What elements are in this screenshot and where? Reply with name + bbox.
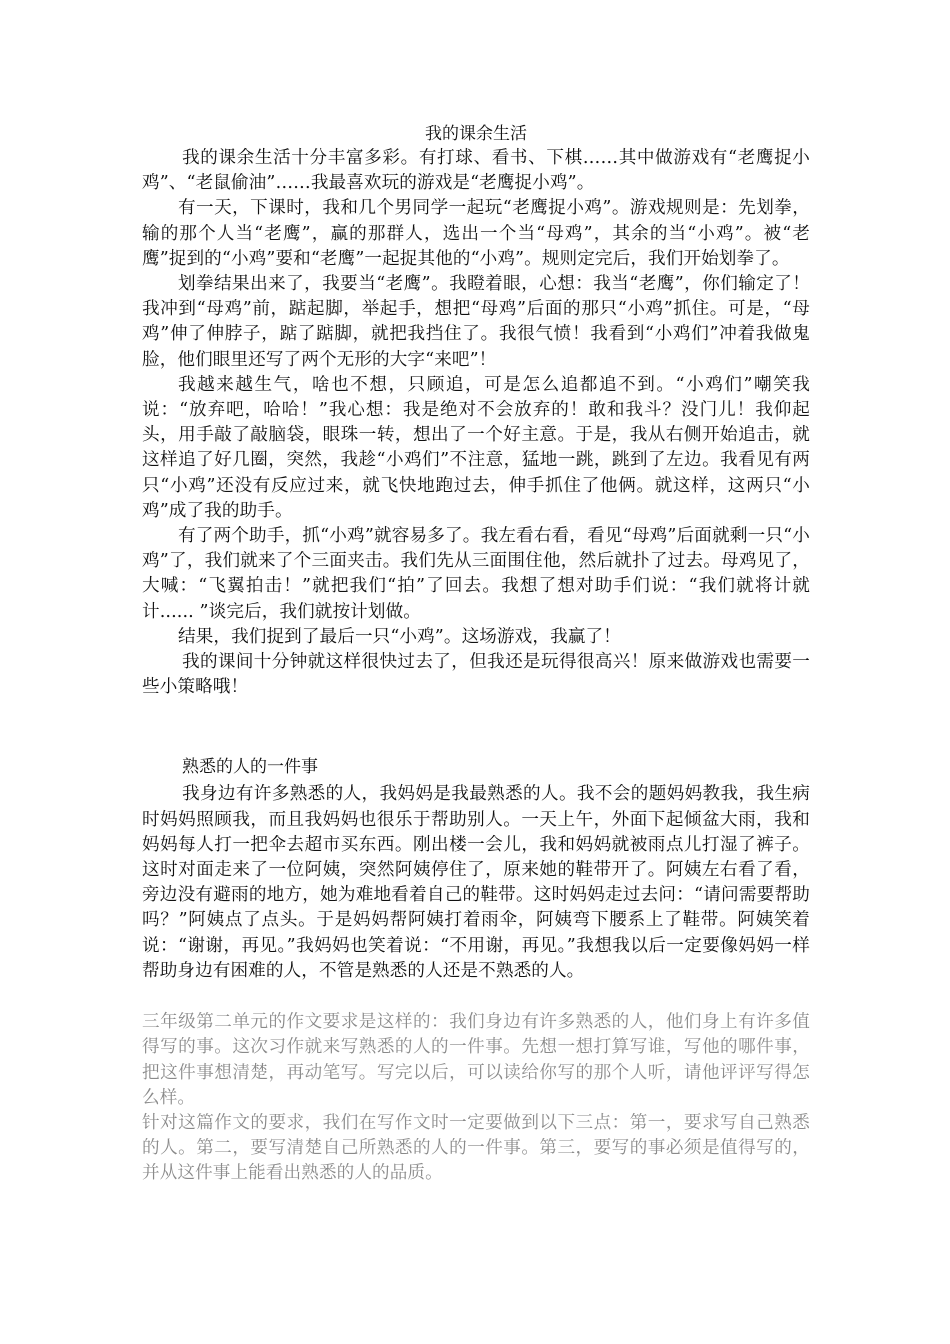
essay1-paragraph-6: 结果，我们捉到了最后一只“小鸡”。这场游戏，我赢了！ xyxy=(178,626,621,647)
section-spacer xyxy=(142,700,810,755)
essay1-paragraph-3: 划拳结果出来了，我要当“老鹰”。我瞪着眼，心想：我当“老鹰”，你们输定了！我冲到“母鸡”前，踮起脚，举起手，想把“母鸡”后面的那只“小鸡”抓住。可是，“母鸡”伸了伸脖子，踮了踮脚，就把我挡住了。我很气愤！我看到“小鸡们”冲着我做鬼脸，他们眼里还写了两个无形的大字“来吧”！ xyxy=(142,274,810,370)
document-page xyxy=(142,122,810,1187)
essay2-paragraph: 我身边有许多熟悉的人，我妈妈是我最熟悉的人。我不会的题妈妈教我，我生病时妈妈照顾我，而且我妈妈也很乐于帮助别人。一天上午，外面下起倾盆大雨，我和妈妈每人打一把伞去超市买东西。刚出楼一会儿，我和妈妈就被雨点儿打湿了裤子。这时对面走来了一位阿姨，突然阿姨停住了，原来她的鞋带开了。阿姨左右看了看，旁边没有避雨的地方，她为难地看着自己的鞋带。这时妈妈走过去问：“请问需要帮助吗？”阿姨点了点头。于是妈妈帮阿姨打着雨伞，阿姨弯下腰系上了鞋带。阿姨笑着说：“谢谢，再见。”我妈妈也笑着说：“不用谢，再见。”我想我以后一定要像妈妈一样帮助身边有困难的人，不管是熟悉的人还是不熟悉的人。 xyxy=(142,784,810,981)
section-spacer xyxy=(142,984,810,1010)
essay1-title: 我的课余生活 xyxy=(425,124,527,144)
essay2-title: 熟悉的人的一件事 xyxy=(182,757,318,778)
notes-guidance: 针对这篇作文的要求，我们在写作文时一定要做到以下三点：第一，要求写自己熟悉的人。第二，要写清楚自己所熟悉的人的一件事。第三，要写的事必须是值得写的，并从这件事上能看出熟悉的人的品质。 xyxy=(142,1112,810,1184)
essay1-paragraph-1: 我的课余生活十分丰富多彩。有打球、看书、下棋……其中做游戏有“老鹰捉小鸡”、“老鼠偷油”……我最喜欢玩的游戏是“老鹰捉小鸡”。 xyxy=(142,148,810,194)
essay1-paragraph-2: 有一天，下课时，我和几个男同学一起玩“老鹰捉小鸡”。游戏规则是：先划拳，输的那个人当“老鹰”，赢的那群人，选出一个当“母鸡”，其余的当“小鸡”。被“老鹰”捉到的“小鸡”要和“老鹰”一起捉其他的“小鸡”。规则定完后，我们开始划拳了。 xyxy=(142,198,810,269)
essay1-paragraph-4: 我越来越生气，啥也不想，只顾追，可是怎么追都追不到。“小鸡们”嘲笑我说：“放弃吧，哈哈！”我心想：我是绝对不会放弃的！敢和我斗？没门儿！我仰起头，用手敲了敲脑袋，眼珠一转，想出了一个好主意。于是，我从右侧开始追击，就这样追了好几圈，突然，我趁“小鸡们”不注意，猛地一跳，跳到了左边。我看见有两只“小鸡”还没有反应过来，就飞快地跑过去，伸手抓住了他俩。就这样，这两只“小鸡”成了我的助手。 xyxy=(142,374,810,521)
essay1-paragraph-7: 我的课间十分钟就这样很快过去了，但我还是玩得很高兴！原来做游戏也需要一些小策略哦！ xyxy=(142,652,810,698)
essay1-paragraph-5: 有了两个助手，抓“小鸡”就容易多了。我左看右看，看见“母鸡”后面就剩一只“小鸡”了，我们就来了个三面夹击。我们先从三面围住他，然后就扑了过去。母鸡见了，大喊：“飞翼拍击！”就把我们“拍”了回去。我想了想对助手们说：“我们就将计就计...... ”谈完后，我们就按计划做。 xyxy=(142,526,810,622)
notes-requirement: 三年级第二单元的作文要求是这样的：我们身边有许多熟悉的人，他们身上有许多值得写的事。这次习作就来写熟悉的人的一件事。先想一想打算写谁，写他的哪件事，把这件事想清楚，再动笔写。写完以后，可以读给你写的那个人听，请他评评写得怎么样。 xyxy=(142,1012,810,1108)
